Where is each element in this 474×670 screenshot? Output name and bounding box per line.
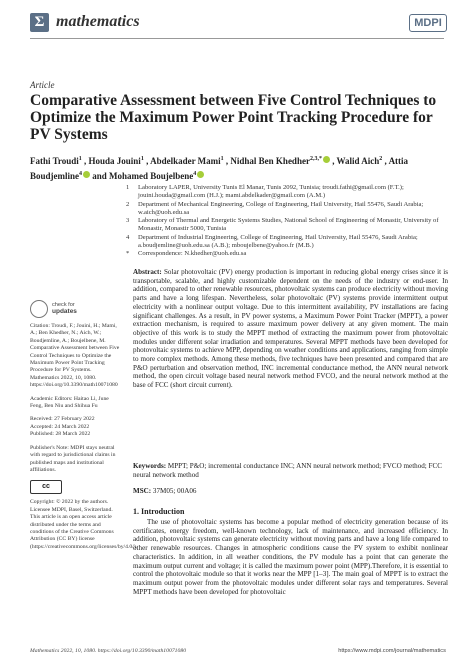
publisher-note: Publisher's Note: MDPI stays neutral with regard to jurisdictional claims in published maps and institutional affiliations. xyxy=(30,444,116,473)
author-affiliation-marker: 2,3,* xyxy=(309,156,322,162)
affiliation-item xyxy=(126,250,448,258)
citation[interactable]: Citation: Troudi, F.; Jouini, H.; Mami, A.; Ben Khedher, N.; Aich, W.; Boudjemline, A.; Boujelbene, M. Comparative Assessment between Five Control Techniques to Optimize the Maximum Power Point Tracking Procedure for PV Systems. Mathematics 2022, 10, 1080. https://doi.org/10.3390/math10071080 xyxy=(30,323,120,389)
section-heading: 1. Introduction xyxy=(133,507,185,516)
keywords-text: MPPT; P&O; incremental conductance INC; ANN neural network method; FVCO method; FCC neural network method xyxy=(133,462,442,479)
article-type: Article xyxy=(30,80,55,90)
author-affiliation-marker: 1 xyxy=(78,156,82,162)
author-name[interactable]: Fathi Troudi xyxy=(30,156,79,166)
author-separator: , xyxy=(143,156,151,166)
abstract-label: Abstract: xyxy=(133,268,162,276)
author-name[interactable]: Houda Jouini xyxy=(88,156,141,166)
author-affiliation-marker: 2 xyxy=(379,156,383,162)
footer-citation[interactable]: Mathematics 2022, 10, 1080. https://doi.org/10.3390/math10071080 xyxy=(30,648,187,654)
introduction-text: The use of photovoltaic systems has become a popular method of electricity generation because of its certificates, energy freedom, well-known technology, lack of maintenance, and increased efficiency. In addition, photovoltaic systems can generate electricity without moving parts and have a long life compared to other renewable resources. Changes in atmospheric conditions cause the PV system to exhibit nonlinear characteristics. In addition, in all weather conditions, the PV module has a point that can generate the maximum output current and voltage; it is called the maximum power point (MPP).Therefore, it is essential to control the photovoltaic module so that it works near the MPP [1–3]. The main goal of MPPT is to extract the maximum output power from the photovoltaic modules under different solar rays and temperatures. Several MPPT methods have been developed for photovoltaic xyxy=(133,518,448,596)
author-separator: , xyxy=(81,156,89,166)
affiliation-number: 3 xyxy=(126,217,130,225)
affiliation-item xyxy=(126,201,448,218)
orcid-icon[interactable] xyxy=(197,171,204,178)
sidebar xyxy=(30,323,138,551)
author-name[interactable]: Attia Boudjemline xyxy=(30,156,409,181)
affiliation-number: 4 xyxy=(126,233,130,241)
orcid-icon[interactable] xyxy=(83,171,90,178)
updates-line2: updates xyxy=(52,307,77,315)
affiliation-number: * xyxy=(126,250,130,258)
received-date: Received: 27 February 2022 xyxy=(30,416,95,423)
author-name[interactable]: Walid Aich xyxy=(336,156,380,166)
update-icon xyxy=(30,300,48,318)
author-affiliation-marker: 4 xyxy=(193,171,197,177)
author-separator: and xyxy=(90,171,110,181)
affiliation-item xyxy=(126,234,448,251)
journal-name[interactable]: mathematics xyxy=(56,13,140,30)
affiliation-number: 2 xyxy=(126,200,130,208)
affiliation-text: Laboratory of Thermal and Energetic Systems Studies, National School of Engineering of Monastir, University of Monastir, Monastir 5000, Tunisia xyxy=(138,217,439,233)
published-date: Published: 28 March 2022 xyxy=(30,431,91,438)
keywords xyxy=(133,462,448,479)
publisher-logo[interactable]: MDPI xyxy=(409,14,447,32)
msc-codes xyxy=(133,487,448,495)
affiliations xyxy=(126,184,448,259)
affiliation-text: Laboratory LAPER, University Tunis El Manar, Tunis 2092, Tunisia; troudi.fathi@gmail.com (F.T.); jouini.houda@gmail.com (H.J.); mami.abdelkader@gmail.com (A.M.) xyxy=(138,184,404,200)
affiliation-item xyxy=(126,184,448,201)
msc-text: 37M05; 00A06 xyxy=(152,487,197,495)
affiliation-item xyxy=(126,217,448,234)
check-for-updates-button[interactable] xyxy=(30,300,110,320)
affiliation-text: Department of Mechanical Engineering, College of Engineering, Hail University, Hail 55476, Saudi Arabia; w.aich@uoh.edu.sa xyxy=(138,200,424,216)
author-affiliation-marker: 1 xyxy=(220,156,224,162)
cc-license-icon[interactable]: cc xyxy=(30,480,62,494)
author-separator: , xyxy=(329,156,337,166)
updates-line1: check for xyxy=(52,302,75,308)
author-name[interactable]: Abdelkader Mami xyxy=(150,156,221,166)
abstract xyxy=(133,268,448,390)
author-name[interactable]: Mohamed Boujelbene xyxy=(109,171,194,181)
affiliation-text: Department of Industrial Engineering, College of Engineering, Hail University, Hail 55476, Saudi Arabia; a.boudjemline@uoh.edu.sa (A.B.); mboujelbene@yahoo.fr (M.B.) xyxy=(138,233,418,250)
author-separator: , xyxy=(382,156,389,166)
accepted-date: Accepted: 24 March 2022 xyxy=(30,423,90,430)
abstract-text: Solar photovoltaic (PV) energy production is important in reducing global energy crises since it is transportable, scalable, and highly customizable dependent on the needs of the industry or end-user. In addition, compared to other renewable resources, photovoltaic systems can produce electricity without moving parts and have a long lifespan. Nevertheless, solar photovoltaic (PV) systems provide intermittent output electricity with a nonlinear output voltage. Due to this intermittent availability, PV installations are facing significant challenges. As a result, in PV power systems, a Maximum Power Point Tracker (MPPT), a power extraction mechanism, is required to assure maximum power delivery at any given moment. The main objective of this work is to study the MPPT method of extracting the maximum power from photovoltaic modules under different solar irradiation and temperatures. Several MPPT methods have been developed for photovoltaic systems to achieve MPP, depending on weather conditions and applications, ranging from simple to more complex methods. Among these methods, five techniques have been presented and compared that are P&O perturbation and observation method, INC incremental conductance method, the ANN neural network method, the open circuit voltage based neural network method FVCO, and the neural network method at the base of FCC (short circuit current). xyxy=(133,268,448,390)
author-name[interactable]: Nidhal Ben Khedher xyxy=(230,156,310,166)
msc-label: MSC: xyxy=(133,487,152,495)
journal-logo-icon: Σ xyxy=(30,13,49,32)
author-separator: , xyxy=(223,156,231,166)
author-affiliation-marker: 1 xyxy=(140,156,144,162)
author-list xyxy=(30,153,450,183)
footer-journal-link[interactable]: https://www.mdpi.com/journal/mathematics xyxy=(338,648,446,654)
academic-editors: Academic Editors: Haitao Li, June Feng, Ben Niu and Shihua Fu xyxy=(30,395,109,410)
affiliation-text: Correspondence: N.khedher@uoh.edu.sa xyxy=(138,250,247,258)
paper-title: Comparative Assessment between Five Control Techniques to Optimize the Maximum Power Point Tracking Procedure for PV Systems xyxy=(30,92,437,143)
author-affiliation-marker: 4 xyxy=(79,171,83,177)
orcid-icon[interactable] xyxy=(323,156,330,163)
header-divider xyxy=(30,38,444,39)
copyright-notice: Copyright: © 2022 by the authors. Licensee MDPI, Basel, Switzerland. This article is an open access article distributed under the terms and conditions of the Creative Commons Attribution (CC BY) license (https://creativecommons.org/licenses/by/4.0/). xyxy=(30,499,138,550)
keywords-label: Keywords: xyxy=(133,462,167,470)
affiliation-number: 1 xyxy=(126,184,130,191)
